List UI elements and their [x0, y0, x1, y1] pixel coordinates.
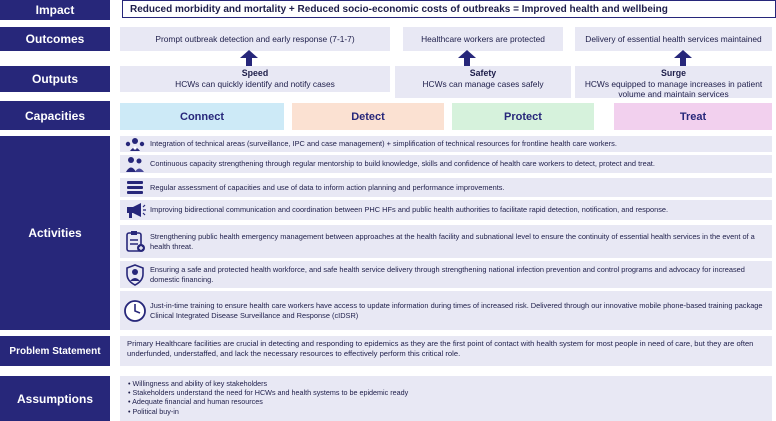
activities-label: Activities: [0, 136, 110, 330]
activity-text: Integration of technical areas (surveillance, IPC and case management) + simplification of technical resources for frontline health care workers.: [150, 139, 617, 149]
capacity-treat: Treat: [614, 103, 772, 130]
activity-text: Regular assessment of capacities and use of data to inform action planning and performance improvements.: [150, 182, 505, 192]
list-item: • Stakeholders understand the need for HCWs and health systems to be epidemic ready: [128, 388, 764, 397]
activity-text: Just-in-time training to ensure health care workers have access to update information during times of increased risk. Delivered through our innovative mobile phone-based training package Clinical Integrated Disease Surveillance and Response (cIDSR): [150, 300, 763, 320]
activity-text: Ensuring a safe and protected health workforce, and safe health service delivery through strengthening national infection prevention and control programs and advocacy for increased domestic financing.: [150, 264, 745, 284]
activity-text: Continuous capacity strengthening through regular mentorship to build knowledge, skills and confidence of health care workers to detect, protect and treat.: [150, 159, 655, 169]
activity-safe-workforce: [120, 261, 772, 288]
capacity-detect: Detect: [292, 103, 444, 130]
activity-emergency-management: [120, 225, 772, 258]
outputs-label: Outputs: [0, 66, 110, 92]
output-speed-text: HCWs can quickly identify and notify cases: [175, 78, 335, 89]
output-speed: [120, 66, 390, 92]
output-safety: [395, 66, 571, 98]
output-safety-title: Safety: [469, 68, 497, 78]
capacities-label: Capacities: [0, 101, 110, 130]
activity-assessment: [120, 178, 772, 197]
list-item: • Political buy-in: [128, 407, 764, 416]
assumptions-label: Assumptions: [0, 376, 110, 421]
output-speed-title: Speed: [241, 68, 269, 78]
impact-statement: Reduced morbidity and mortality + Reduced socio-economic costs of outbreaks = Improved health and wellbeing: [122, 0, 776, 18]
assumptions-list: [120, 376, 772, 421]
capacity-protect: Protect: [452, 103, 594, 130]
list-item: • Adequate financial and human resources: [128, 397, 764, 406]
clock-icon: [120, 291, 150, 330]
activity-integration: [120, 136, 772, 152]
outcome-detection: Prompt outbreak detection and early response (7-1-7): [120, 27, 390, 51]
activity-mentorship: [120, 155, 772, 173]
activity-text: Strengthening public health emergency management between approaches at the health facility and subnational level to ensure the continuity of essential health services in the event of a health threat.: [150, 231, 755, 251]
up-arrow-icon: [240, 50, 258, 66]
outcome-protection: Healthcare workers are protected: [403, 27, 563, 51]
mentorship-icon: [120, 155, 150, 173]
activity-training: [120, 291, 772, 330]
impact-label: Impact: [0, 0, 110, 20]
team-gear-icon: [120, 136, 150, 152]
output-safety-text: HCWs can manage cases safely: [422, 78, 544, 89]
activity-text: Improving bidirectional communication and coordination between PHC HFs and public health authorities to facilitate rapid detection, notification, and response.: [150, 205, 669, 215]
output-surge-title: Surge: [661, 68, 686, 78]
emergency-plan-icon: [120, 225, 150, 258]
output-surge: [575, 66, 772, 98]
protected-worker-icon: [120, 261, 150, 288]
list-item: • Willingness and ability of key stakeholders: [128, 379, 764, 388]
up-arrow-icon: [674, 50, 692, 66]
up-arrow-icon: [458, 50, 476, 66]
capacity-connect: Connect: [120, 103, 284, 130]
problem-statement-text: Primary Healthcare facilities are crucial in detecting and responding to epidemics as they are the first point of contact with health system for most people in need of care, but they are often underfunded, understaffed, and lack the necessary resources to effectively perform this critical role.: [120, 336, 772, 366]
outcomes-label: Outcomes: [0, 27, 110, 51]
activity-communication: [120, 200, 772, 220]
problem-statement-label: Problem Statement: [0, 336, 110, 366]
data-stack-icon: [120, 178, 150, 197]
megaphone-icon: [120, 200, 150, 220]
outcome-services: Delivery of essential health services maintained: [575, 27, 772, 51]
output-surge-text: HCWs equipped to manage increases in patient volume and maintain services: [584, 78, 763, 100]
